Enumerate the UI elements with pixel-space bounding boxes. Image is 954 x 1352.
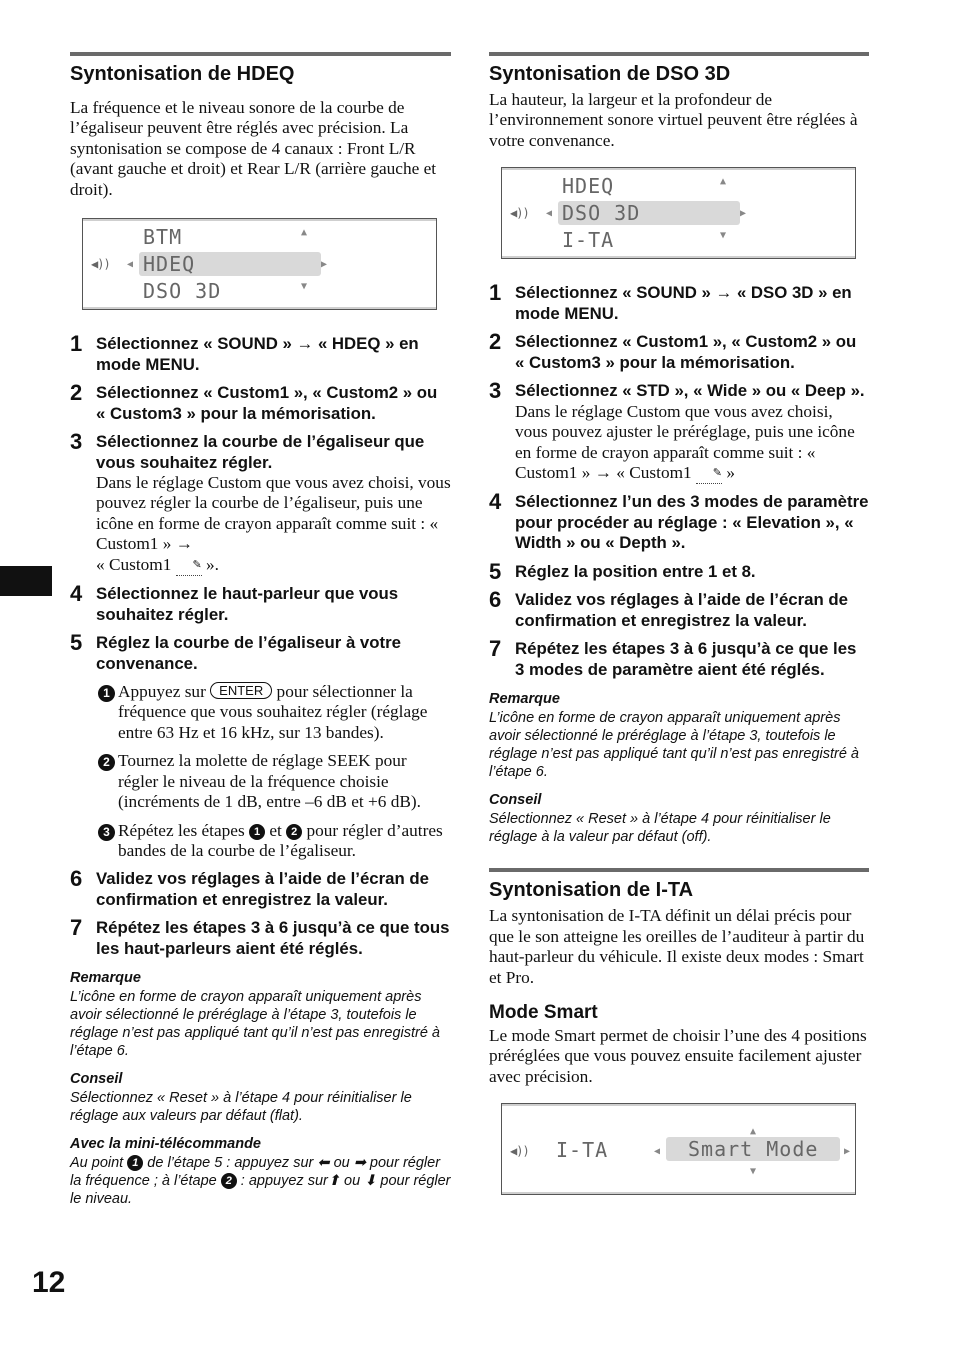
- section-rule: [489, 868, 869, 872]
- enter-key-icon: ENTER: [210, 682, 272, 699]
- hdeq-intro: La fréquence et le niveau sonore de la courbe de l’égaliseur peuvent être réglés avec précision. La syntonisation se compose de 4 canaux : Front L/R (avant gauche et droit) et Rear L/R (arrière gauche et droit).: [70, 98, 437, 199]
- left-arrow-icon: ◀: [546, 208, 553, 220]
- hdeq-step-4: 4 Sélectionnez le haut-parleur que vous souhaitez régler.: [70, 581, 399, 624]
- lcd-left-label: I-TA: [556, 1138, 609, 1163]
- left-column: [70, 52, 451, 1208]
- dso-lcd-display: [501, 167, 856, 259]
- smart-mode-heading: Mode Smart: [489, 1001, 598, 1023]
- remarque-heading: Remarque: [70, 970, 141, 987]
- remote-text: Au point 1 de l’étape 5 : appuyez sur ⬅ ou ➡ pour régler la fréquence ; à l’étape 2 : appuyez sur⬆ ou ⬇ pour régler le niveau.: [70, 1155, 451, 1208]
- dso-step-4: 4 Sélectionnez l’un des 3 modes de paramètre pour procéder au réglage : « Elevation », « Width » ou « Depth ».: [489, 489, 869, 553]
- page-number: 12: [32, 1266, 66, 1299]
- substep-2: 2 Tournez la molette de réglage SEEK pour régler le niveau de la fréquence choisie (incréments de 1 dB, entre –6 dB et +6 dB).: [96, 751, 451, 812]
- left-arrow-icon: ◀: [127, 259, 134, 271]
- section-rule: [489, 52, 869, 56]
- hdeq-step-2: 2 Sélectionnez « Custom1 », « Custom2 » ou « Custom3 » pour la mémorisation.: [70, 380, 438, 423]
- dso-step-7: 7 Répétez les étapes 3 à 6 jusqu’à ce que les 3 modes de paramètre aient été réglés.: [489, 636, 857, 679]
- up-arrow-icon: ▲: [720, 176, 727, 188]
- dso-heading: Syntonisation de DSO 3D: [489, 63, 731, 85]
- up-arrow-icon: ▲: [301, 227, 308, 239]
- smart-mode-intro: Le mode Smart permet de choisir l’une des 4 positions préréglées que vous pouvez ensuite facilement ajuster avec précision.: [489, 1025, 867, 1086]
- hdeq-step-3: 3 Sélectionnez la courbe de l’égaliseur que vous souhaitez régler. Dans le réglage Custom que vous avez choisi, vous pouvez régler la courbe de l’égaliseur, puis une icône en forme de crayon apparaît comme suit : « Custom1 » → « Custom1 ✎ ».: [70, 432, 451, 576]
- dso-step-1: 1 Sélectionnez « SOUND » → « DSO 3D » en mode MENU.: [489, 280, 852, 323]
- lcd-line-3: DSO 3D: [143, 279, 222, 304]
- down-arrow-icon: ▼: [750, 1166, 757, 1178]
- hdeq-step-6: 6 Validez vos réglages à l’aide de l’écran de confirmation et enregistrez la valeur.: [70, 866, 429, 909]
- hdeq-heading: Syntonisation de HDEQ: [70, 63, 295, 85]
- dso-step-5: 5 Réglez la position entre 1 et 8.: [489, 558, 756, 584]
- dso-intro: La hauteur, la largeur et la profondeur de l’environnement sonore virtuel peuvent être réglées à votre convenance.: [489, 90, 858, 150]
- substep-1: 1 Appuyez sur ENTER pour sélectionner la fréquence que vous souhaitez régler (réglage entre 63 Hz et 16 kHz, sur 13 bandes).: [96, 682, 451, 743]
- lcd-line-2-selected: DSO 3D: [558, 201, 740, 225]
- remarque-text: L’icône en forme de crayon apparaît uniquement après avoir sélectionné le préréglage à l’étape 3, toutefois le réglage n’est pas appliqué tant qu’il n’est pas enregistré à l’étape 6.: [489, 710, 859, 781]
- down-arrow-icon: ⬇: [364, 1173, 377, 1190]
- pencil-icon: ✎: [696, 463, 722, 484]
- hdeq-step-7: 7 Répétez les étapes 3 à 6 jusqu’à ce que tous les haut-parleurs aient été réglés.: [70, 915, 450, 958]
- lcd-line-2-selected: HDEQ: [139, 252, 321, 276]
- lcd-line-3: I-TA: [562, 228, 615, 253]
- right-arrow-icon: ▶: [321, 259, 328, 271]
- lcd-selected-mode: Smart Mode: [666, 1137, 840, 1161]
- up-arrow-icon: ⬆: [327, 1173, 340, 1190]
- conseil-heading: Conseil: [489, 792, 542, 809]
- dso-step-6: 6 Validez vos réglages à l’aide de l’écran de confirmation et enregistrez la valeur.: [489, 587, 848, 630]
- dso-step-2: 2 Sélectionnez « Custom1 », « Custom2 » ou « Custom3 » pour la mémorisation.: [489, 329, 857, 372]
- lcd-line-1: BTM: [143, 225, 183, 250]
- conseil-heading: Conseil: [70, 1071, 123, 1088]
- hdeq-step-1: 1 Sélectionnez « SOUND » → « HDEQ » en mode MENU.: [70, 331, 419, 374]
- section-rule: [70, 52, 451, 56]
- remarque-text: L’icône en forme de crayon apparaît uniquement après avoir sélectionné le préréglage à l’étape 3, toutefois le réglage n’est pas appliqué tant qu’il n’est pas enregistré à l’étape 6.: [70, 989, 440, 1060]
- pencil-icon: ✎: [176, 555, 202, 576]
- ita-heading: Syntonisation de I-TA: [489, 879, 694, 902]
- left-arrow-icon: ◀: [654, 1146, 661, 1158]
- remote-heading: Avec la mini-télécommande: [70, 1136, 261, 1153]
- down-arrow-icon: ▼: [720, 230, 727, 242]
- down-arrow-icon: ▼: [301, 281, 308, 293]
- dso-step-3: 3 Sélectionnez « STD », « Wide » ou « Deep ». Dans le réglage Custom que vous avez choisi, vous pouvez ajuster le préréglage, puis une icône en forme de crayon apparaît comme suit : « Custom1 » → « Custom1 ✎ »: [489, 381, 869, 484]
- speaker-icon: ◀)): [510, 1144, 529, 1159]
- left-arrow-icon: ⬅: [317, 1155, 330, 1172]
- conseil-text: Sélectionnez « Reset » à l’étape 4 pour réinitialiser le réglage aux valeurs par défaut (flat).: [70, 1090, 412, 1125]
- ita-intro: La syntonisation de I-TA définit un délai précis pour que le son atteigne les oreilles de l’auditeur à partir du haut-parleur du véhicule. Il existe deux modes : Smart et Pro.: [489, 906, 865, 987]
- right-arrow-icon: ▶: [740, 208, 747, 220]
- lcd-line-1: HDEQ: [562, 174, 615, 199]
- hdeq-lcd-display: [82, 218, 437, 310]
- hdeq-step-5: 5 Réglez la courbe de l’égaliseur à votre convenance.: [70, 630, 401, 673]
- speaker-icon: ◀)): [510, 206, 529, 221]
- conseil-text: Sélectionnez « Reset » à l’étape 4 pour réinitialiser le réglage à la valeur par défaut (off).: [489, 811, 831, 846]
- chapter-tab: [0, 566, 52, 596]
- remarque-heading: Remarque: [489, 691, 560, 708]
- right-column: [489, 52, 869, 1195]
- right-arrow-icon: ➡: [353, 1155, 366, 1172]
- speaker-icon: ◀)): [91, 257, 110, 272]
- right-arrow-icon: ▶: [844, 1146, 851, 1158]
- substep-3: 3 Répétez les étapes 1 et 2 pour régler d’autres bandes de la courbe de l’égaliseur.: [96, 821, 451, 862]
- up-arrow-icon: ▲: [750, 1126, 757, 1138]
- ita-lcd-display: [501, 1103, 856, 1195]
